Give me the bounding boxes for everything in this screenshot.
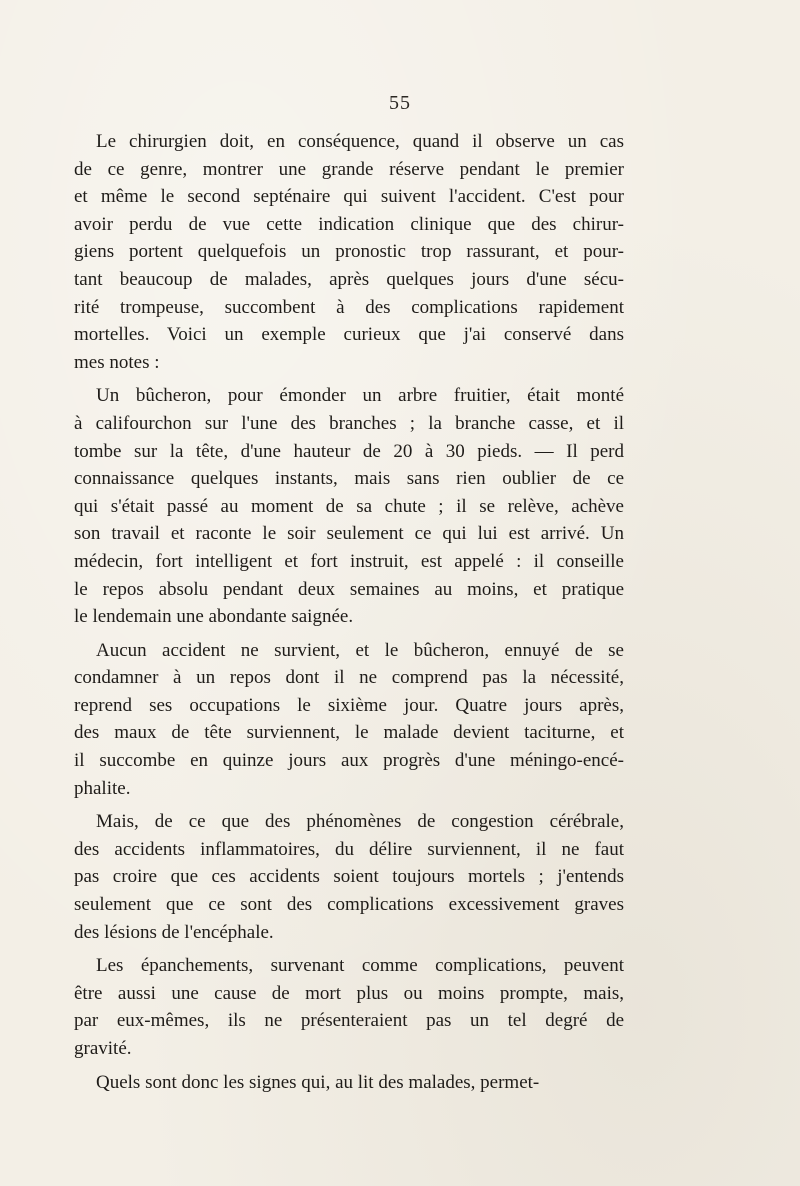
text-line: de ce genre, montrer une grande réserve pendant le premier [74, 158, 624, 180]
text-line: il succombe en quinze jours aux progrès d'une méningo-encé- [74, 750, 624, 772]
paragraph [74, 808, 624, 946]
paragraph [74, 1069, 624, 1097]
text-line: Aucun accident ne survient, et le bûcheron, ennuyé de se [96, 639, 624, 661]
text-line: tant beaucoup de malades, après quelques jours d'une sécu- [74, 268, 624, 290]
text-line: des maux de tête surviennent, le malade devient taciturne, et [74, 722, 624, 744]
text-line: Les épanchements, survenant comme complications, peuvent [96, 955, 624, 977]
text-line: être aussi une cause de mort plus ou moins prompte, mais, [74, 982, 624, 1004]
text-line: par eux-mêmes, ils ne présenteraient pas un tel degré de [74, 1010, 624, 1032]
text-line: connaissance quelques instants, mais sans rien oublier de ce [74, 468, 624, 490]
text-line: mes notes : [74, 351, 160, 373]
text-line: tombe sur la tête, d'une hauteur de 20 à 30 pieds. — Il perd [74, 440, 624, 462]
text-line: Mais, de ce que des phénomènes de congestion cérébrale, [96, 811, 624, 833]
text-line: Quels sont donc les signes qui, au lit des malades, permet- [96, 1071, 540, 1093]
text-line: des accidents inflammatoires, du délire surviennent, il ne faut [74, 838, 624, 860]
text-line: pas croire que ces accidents soient toujours mortels ; j'entends [74, 866, 624, 888]
text-line: Le chirurgien doit, en conséquence, quand il observe un cas [96, 131, 624, 152]
paragraph [74, 952, 624, 1062]
page-number: 55 [389, 92, 411, 114]
text-line: condamner à un repos dont il ne comprend pas la nécessité, [74, 667, 624, 689]
paragraph [74, 128, 624, 376]
text-line: rité trompeuse, succombent à des complications rapidement [74, 296, 624, 318]
text-line: médecin, fort intelligent et fort instruit, est appelé : il conseille [74, 550, 624, 572]
body-text [74, 128, 624, 1102]
text-line: son travail et raconte le soir seulement ce qui lui est arrivé. Un [74, 523, 624, 545]
text-line: le repos absolu pendant deux semaines au moins, et pratique [74, 578, 624, 600]
text-line: avoir perdu de vue cette indication clinique que des chirur- [74, 213, 624, 235]
text-line: reprend ses occupations le sixième jour. Quatre jours après, [74, 694, 624, 716]
text-line: gravité. [74, 1038, 132, 1059]
text-line: giens portent quelquefois un pronostic trop rassurant, et pour- [74, 241, 624, 263]
text-line: Un bûcheron, pour émonder un arbre fruitier, était monté [96, 385, 624, 407]
text-line: phalite. [74, 777, 131, 799]
paragraph [74, 382, 624, 630]
text-line: à califourchon sur l'une des branches ; la branche casse, et il [74, 412, 624, 434]
paragraph [74, 637, 624, 803]
text-line: qui s'était passé au moment de sa chute ; il se relève, achève [74, 495, 624, 517]
text-line: mortelles. Voici un exemple curieux que j'ai conservé dans [74, 324, 624, 346]
text-line: et même le second septénaire qui suivent l'accident. C'est pour [74, 186, 624, 208]
text-line: seulement que ce sont des complications excessivement graves [74, 894, 624, 916]
text-line: des lésions de l'encéphale. [74, 921, 274, 943]
text-line: le lendemain une abondante saignée. [74, 606, 354, 628]
